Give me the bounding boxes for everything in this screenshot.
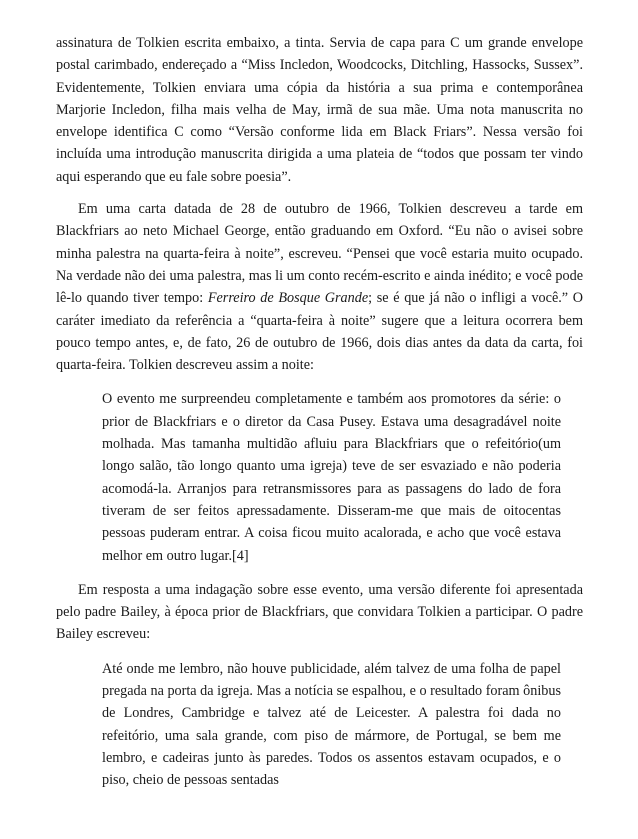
book-title: Ferreiro de Bosque Grande bbox=[207, 290, 369, 307]
paragraph-letter-text-start: Em uma carta datada de 28 de outubro de 1966, Tolkien descreveu a tarde em Blackfriars ao neto Michael George, então graduando em Oxford. “Eu não o avisei sobre minha palestra na quarta-feira à noite”, escreveu. “Pensei que você estaria muito ocupado. Na verdade não dei uma palestra, mas li um conto recém-escrito e ainda inédito; e você pode lê-lo quando tiver tempo: bbox=[56, 201, 583, 307]
document-page bbox=[56, 32, 583, 792]
block-quote-tolkien: O evento me surpreendeu completamente e também aos promotores da série: o prior de Blackfriars e o diretor da Casa Pusey. Estava uma desagradável noite molhada. Mas tamanha multidão afluiu para Blackfriars que o refeitório(um longo salão, tão longo quanto uma igreja) teve de ser esvaziado e não poderia acomodá-la. Arranjos para retransmissores para as passagens do lado de fora tiveram de ser feitos apressadamente. Disseram-me que mais de oitocentas pessoas puderam entrar. A coisa ficou muito acalorada, e acho que você estava melhor em outro lugar.[4] bbox=[102, 391, 561, 564]
paragraph-letter-text-end: ; se é que já não o infligi a você.” O caráter imediato da referência a “quarta-feira à noite” sugere que a leitura ocorrera bem pouco tempo antes, e, de fato, 26 de outubro de 1966, dois dias antes da data da carta, foi quarta-feira. Tolkien descreveu assim a noite: bbox=[56, 290, 583, 374]
paragraph-envelope: assinatura de Tolkien escrita embaixo, a tinta. Servia de capa para C um grande envelope postal carimbado, endereçado a “Miss Incledon, Woodcocks, Ditchling, Hassocks, Sussex”. Evidentemente, Tolkien enviara uma cópia da história a sua prima e contemporânea Marjorie Incledon, filha mais velha de May, irmã de sua mãe. Uma nota manuscrita no envelope identifica C como “Versão conforme lida em Black Friars”. Nessa versão foi incluída uma introdução manuscrita dirigida a uma plateia de “todos que possam ter vindo aqui esperando que eu fale sobre poesia”. bbox=[56, 35, 583, 185]
paragraph-bailey-intro: Em resposta a uma indagação sobre esse evento, uma versão diferente foi apresentada pelo padre Bailey, à época prior de Blackfriars, que convidara Tolkien a participar. O padre Bailey escreveu: bbox=[56, 581, 583, 643]
paragraph-letter bbox=[56, 198, 583, 376]
block-quote-bailey: Até onde me lembro, não houve publicidade, além talvez de uma folha de papel pregada na porta da igreja. Mas a notícia se espalhou, e o resultado foram ônibus de Londres, Cambridge e talvez até de Leicester. A palestra foi dada no refeitório, uma sala grande, com piso de mármore, de Portugal, se bem me lembro, e cadeiras junto às paredes. Todos os assentos estavam ocupados, e o piso, cheio de pessoas sentadas bbox=[102, 660, 561, 789]
